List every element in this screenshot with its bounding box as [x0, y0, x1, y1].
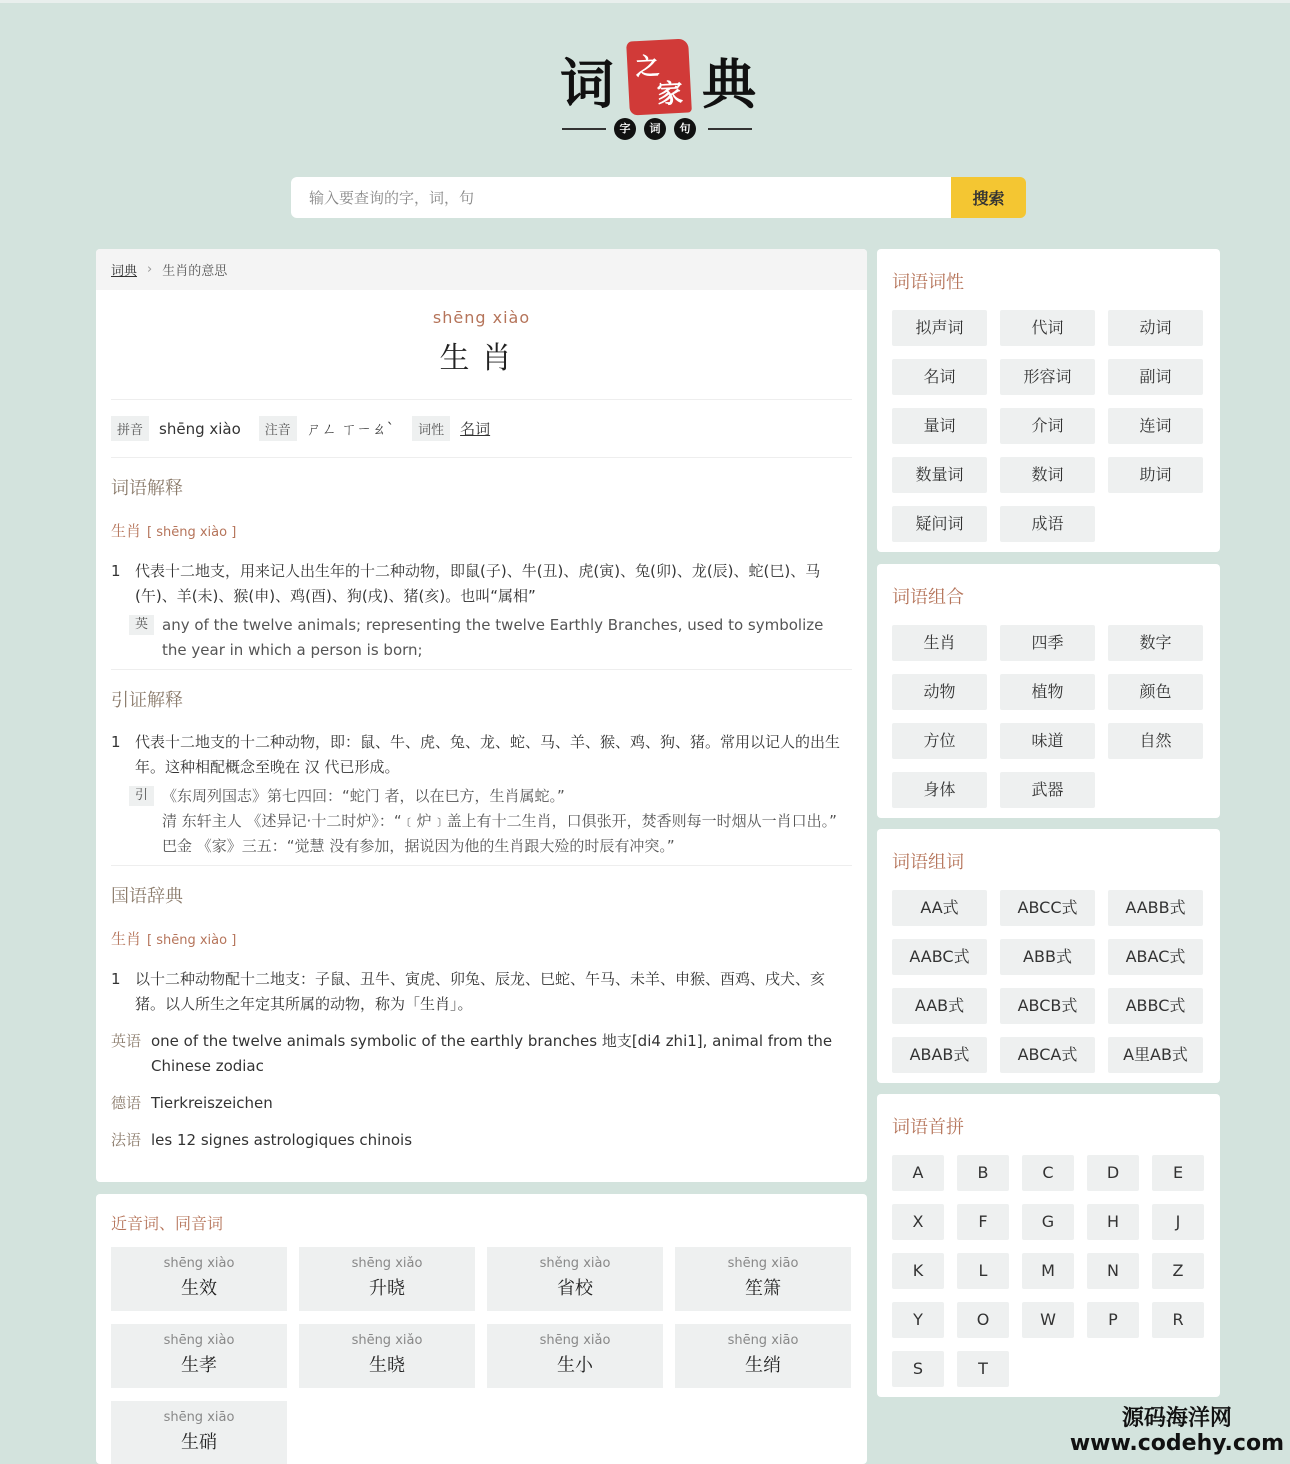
quote-3: 巴金 《家》三五：“觉慧 没有参加，据说因为他的生肖跟大殓的时辰有冲突。”: [162, 837, 675, 855]
german-label: 德语: [111, 1094, 142, 1112]
pinyin-value: shēng xiào: [159, 419, 241, 438]
homophones-card: [96, 1194, 867, 1464]
combo-button[interactable]: 数字: [1108, 625, 1203, 661]
pattern-button[interactable]: ABCB式: [1000, 988, 1095, 1024]
definition-number: 1: [111, 970, 121, 988]
homophone-pinyin: shēng xiǎo: [539, 1333, 611, 1348]
pos-button[interactable]: 数词: [1000, 457, 1095, 493]
homophone-word: 生晓: [369, 1355, 405, 1376]
word-title: 生肖: [439, 341, 524, 376]
initial-button[interactable]: H: [1087, 1204, 1139, 1240]
homophone-item[interactable]: [111, 1324, 287, 1388]
definition-text: 代表十二地支，用来记人出生年的十二种动物，即鼠(子)、牛(丑)、虎(寅)、兔(卯)、龙(辰)、蛇(巳)、马(午)、羊(未)、猴(申)、鸡(酉)、狗(戌)、猪(亥)。也叫“属相”: [135, 562, 821, 605]
initial-card-title: 词语首拼: [892, 1117, 964, 1138]
word-header: [111, 290, 852, 400]
watermark-line-2: www.codehy.com: [1069, 1431, 1284, 1456]
breadcrumb: [96, 249, 867, 290]
homophone-pinyin: shēng xiāo: [727, 1333, 799, 1348]
explain-head-word: 生肖: [111, 522, 142, 540]
logo-seal-char-1: 之: [634, 50, 661, 82]
guoyu-french: [111, 1128, 852, 1153]
homophone-word: 生硝: [181, 1432, 217, 1453]
logo-char-left: 词: [560, 52, 614, 116]
guoyu-head-pinyin: [ shēng xiào ]: [147, 933, 237, 948]
initial-button[interactable]: O: [957, 1302, 1009, 1338]
initial-button[interactable]: D: [1087, 1155, 1139, 1191]
explain-definition: [111, 559, 852, 609]
homophone-item[interactable]: [299, 1324, 475, 1388]
explain-head: [111, 520, 852, 541]
homophone-word: 生小: [557, 1355, 593, 1376]
initial-button[interactable]: R: [1152, 1302, 1204, 1338]
pos-button[interactable]: 助词: [1108, 457, 1203, 493]
logo-seal-char-2: 家: [656, 78, 684, 111]
breadcrumb-current: 生肖的意思: [162, 264, 228, 279]
pattern-button[interactable]: ABCC式: [1000, 890, 1095, 926]
pos-button[interactable]: 量词: [892, 408, 987, 444]
initial-button[interactable]: G: [1022, 1204, 1074, 1240]
definition-text: 以十二种动物配十二地支：子鼠、丑牛、寅虎、卯兔、辰龙、巳蛇、午马、未羊、申猴、酉鸡、戌犬、亥猪。以人所生之年定其所属的动物，称为「生肖」。: [135, 970, 826, 1013]
combo-grid: [892, 625, 1205, 808]
watermark: [1070, 1406, 1284, 1456]
combo-button[interactable]: 四季: [1000, 625, 1095, 661]
pos-tag: 词性: [412, 416, 450, 441]
homophone-item[interactable]: [111, 1401, 287, 1464]
guoyu-english: [111, 1029, 852, 1079]
pos-link[interactable]: 名词: [460, 420, 491, 438]
explain-title: 词语解释: [111, 478, 183, 499]
pos-button[interactable]: 形容词: [1000, 359, 1095, 395]
search-bar: [291, 177, 1026, 218]
initial-button[interactable]: B: [957, 1155, 1009, 1191]
homophone-item[interactable]: [487, 1247, 663, 1311]
pattern-button[interactable]: ABBC式: [1108, 988, 1203, 1024]
zhuyin-tag: 注音: [259, 416, 297, 441]
pattern-button[interactable]: A里AB式: [1108, 1037, 1203, 1073]
initial-button[interactable]: F: [957, 1204, 1009, 1240]
homophones-grid: [111, 1247, 852, 1464]
logo-dots: [614, 118, 696, 140]
combo-button[interactable]: 武器: [1000, 772, 1095, 808]
pattern-button[interactable]: AAB式: [892, 988, 987, 1024]
pos-button[interactable]: 副词: [1108, 359, 1203, 395]
pos-button[interactable]: 成语: [1000, 506, 1095, 542]
homophone-word: 升晓: [369, 1278, 405, 1299]
sidebar-pos-card: [877, 249, 1220, 552]
initial-button[interactable]: L: [957, 1253, 1009, 1289]
initial-button[interactable]: J: [1152, 1204, 1204, 1240]
pos-button[interactable]: 疑问词: [892, 506, 987, 542]
homophone-pinyin: shēng xiǎo: [351, 1256, 423, 1271]
logo-char-right: 典: [702, 52, 756, 116]
homophone-word: 笙箫: [745, 1278, 781, 1299]
homophone-item[interactable]: [675, 1247, 851, 1311]
homophones-title: 近音词、同音词: [111, 1214, 224, 1233]
quote-tag: 引: [129, 786, 154, 806]
homophone-word: 生绡: [745, 1355, 781, 1376]
definition-number: 1: [111, 733, 121, 751]
initial-button[interactable]: Y: [892, 1302, 944, 1338]
zhuyin-value: ㄕㄥ ㄒㄧㄠˋ: [306, 420, 395, 438]
logo-dot: 句: [674, 118, 696, 140]
breadcrumb-home-link[interactable]: 词典: [111, 264, 138, 279]
french-text: les 12 signes astrologiques chinois: [151, 1131, 413, 1149]
word-pinyin: shēng xiào: [432, 308, 531, 327]
initial-grid: [892, 1155, 1205, 1387]
homophone-pinyin: shēng xiāo: [727, 1256, 799, 1271]
homophone-pinyin: shēng xiǎo: [351, 1333, 423, 1348]
homophone-word: 生效: [181, 1278, 217, 1299]
homophone-item[interactable]: [299, 1247, 475, 1311]
guoyu-title: 国语辞典: [111, 886, 183, 907]
initial-button[interactable]: E: [1152, 1155, 1204, 1191]
explain-english: [111, 613, 852, 663]
homophone-pinyin: shēng xiào: [163, 1333, 235, 1348]
homophone-word: 省校: [557, 1278, 593, 1299]
logo-rule-left: [562, 128, 606, 130]
definition-number: 1: [111, 562, 121, 580]
english-text: any of the twelve animals; representing the twelve Earthly Branches, used to symbolize the year in which a person is born;: [162, 616, 824, 659]
pos-card-title: 词语词性: [892, 272, 964, 293]
initial-button[interactable]: W: [1022, 1302, 1074, 1338]
definition-text: 代表十二地支的十二种动物，即：鼠、牛、虎、兔、龙、蛇、马、羊、猴、鸡、狗、猪。常用以记人的出生年。这种相配概念至晚在 汉 代已形成。: [135, 733, 841, 776]
pos-button[interactable]: 数量词: [892, 457, 987, 493]
cite-section: [111, 670, 852, 866]
pos-button[interactable]: 拟声词: [892, 310, 987, 346]
pos-button[interactable]: 介词: [1000, 408, 1095, 444]
pattern-card-title: 词语组词: [892, 852, 964, 873]
pos-button[interactable]: 动词: [1108, 310, 1203, 346]
pattern-button[interactable]: ABCA式: [1000, 1037, 1095, 1073]
combo-button[interactable]: 方位: [892, 723, 987, 759]
combo-button[interactable]: 植物: [1000, 674, 1095, 710]
pos-button[interactable]: 名词: [892, 359, 987, 395]
quote-1: 《东周列国志》第七四回：“蛇门 者，以在巳方，生肖属蛇。”: [162, 787, 565, 805]
guoyu-german: [111, 1091, 852, 1116]
top-border: [0, 0, 1290, 3]
combo-button[interactable]: 味道: [1000, 723, 1095, 759]
initial-button[interactable]: N: [1087, 1253, 1139, 1289]
sidebar-initial-card: [877, 1094, 1220, 1397]
site-logo[interactable]: [556, 36, 760, 144]
initial-button[interactable]: A: [892, 1155, 944, 1191]
initial-button[interactable]: T: [957, 1351, 1009, 1387]
quote-2: 清 东轩主人 《述异记·十二时炉》：“﹝炉﹞盖上有十二生肖，口俱张开，焚香则每一时烟从一肖口出。”: [162, 812, 837, 830]
homophone-pinyin: shěng xiào: [539, 1256, 611, 1271]
initial-button[interactable]: P: [1087, 1302, 1139, 1338]
combo-button[interactable]: 生肖: [892, 625, 987, 661]
main-content: [96, 249, 867, 1182]
explain-section: [111, 458, 852, 670]
combo-button[interactable]: 动物: [892, 674, 987, 710]
sidebar-combo-card: [877, 564, 1220, 818]
homophone-item[interactable]: [111, 1247, 287, 1311]
logo-rule-right: [708, 128, 752, 130]
cite-title: 引证解释: [111, 690, 183, 711]
pos-grid: [892, 310, 1205, 542]
homophone-item[interactable]: [675, 1324, 851, 1388]
guoyu-section: [111, 866, 852, 1153]
pattern-button[interactable]: AABC式: [892, 939, 987, 975]
pattern-button[interactable]: AA式: [892, 890, 987, 926]
german-text: Tierkreiszeichen: [151, 1094, 273, 1112]
watermark-line-1: 源码海洋网: [1121, 1406, 1232, 1431]
french-label: 法语: [111, 1131, 142, 1149]
pos-button[interactable]: 连词: [1108, 408, 1203, 444]
combo-card-title: 词语组合: [892, 587, 964, 608]
combo-button[interactable]: 自然: [1108, 723, 1203, 759]
logo-dot: 词: [644, 118, 666, 140]
initial-button[interactable]: K: [892, 1253, 944, 1289]
pattern-button[interactable]: ABB式: [1000, 939, 1095, 975]
guoyu-definition: [111, 967, 852, 1017]
initial-button[interactable]: Z: [1152, 1253, 1204, 1289]
pattern-grid: [892, 890, 1205, 1073]
initial-button[interactable]: S: [892, 1351, 944, 1387]
initial-button[interactable]: C: [1022, 1155, 1074, 1191]
combo-button[interactable]: 颜色: [1108, 674, 1203, 710]
homophone-pinyin: shēng xiāo: [163, 1410, 235, 1425]
initial-button[interactable]: M: [1022, 1253, 1074, 1289]
cite-definition: [111, 730, 852, 780]
word-meta: [111, 400, 852, 458]
homophone-pinyin: shēng xiào: [163, 1256, 235, 1271]
guoyu-head-word: 生肖: [111, 930, 142, 948]
sidebar-pattern-card: [877, 829, 1220, 1083]
pinyin-tag: 拼音: [111, 416, 149, 441]
pattern-button[interactable]: ABAC式: [1108, 939, 1203, 975]
logo-seal: [626, 38, 692, 115]
search-input[interactable]: [291, 177, 951, 218]
combo-button[interactable]: 身体: [892, 772, 987, 808]
cite-quotes: [111, 784, 852, 859]
logo-dot: 字: [614, 118, 636, 140]
pos-button[interactable]: 代词: [1000, 310, 1095, 346]
guoyu-head: [111, 928, 852, 949]
search-button[interactable]: 搜索: [951, 177, 1026, 218]
english-tag: 英: [129, 615, 154, 635]
pattern-button[interactable]: AABB式: [1108, 890, 1203, 926]
pattern-button[interactable]: ABAB式: [892, 1037, 987, 1073]
initial-button[interactable]: X: [892, 1204, 944, 1240]
homophone-word: 生孝: [181, 1355, 217, 1376]
english-label: 英语: [111, 1032, 142, 1050]
breadcrumb-separator-icon: ›: [147, 262, 153, 277]
english-text: one of the twelve animals symbolic of the earthly branches 地支[di4 zhi1], animal from the Chinese zodiac: [151, 1032, 833, 1075]
explain-head-pinyin: [ shēng xiào ]: [147, 525, 237, 540]
homophone-item[interactable]: [487, 1324, 663, 1388]
